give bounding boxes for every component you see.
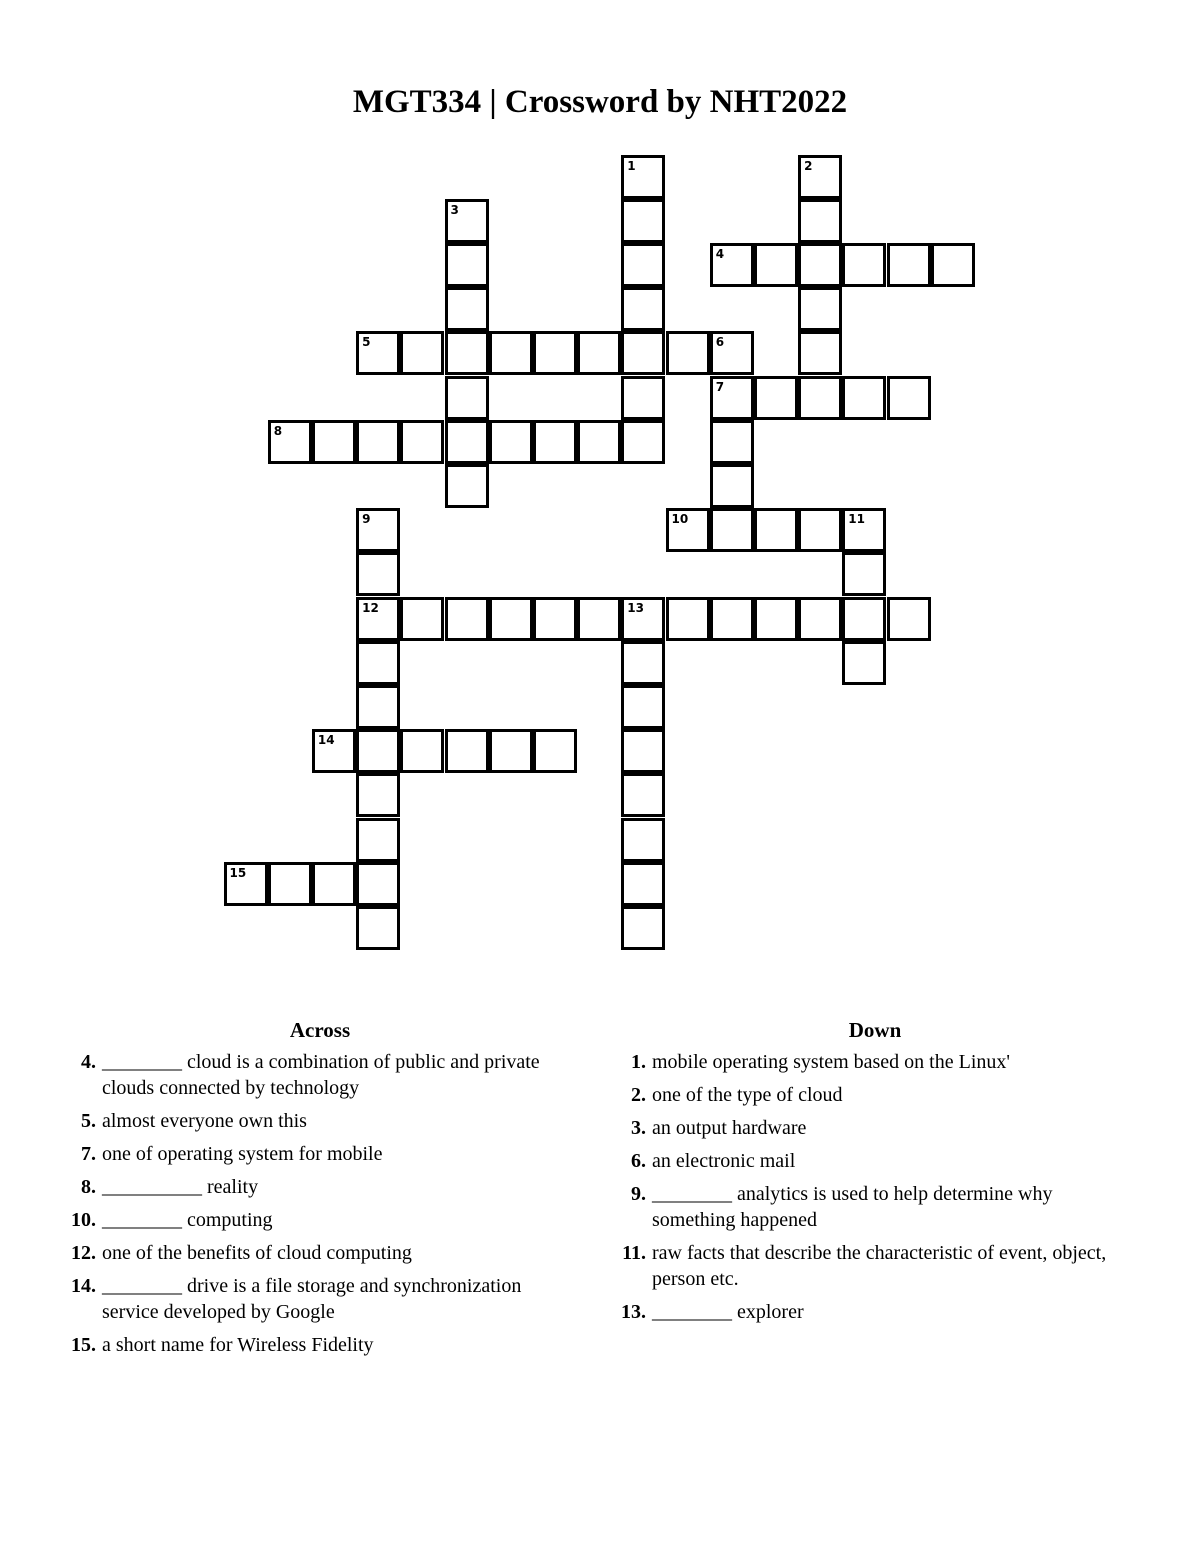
grid-cell[interactable] (754, 376, 798, 420)
clue-text: ________ drive is a file storage and synchronization service developed by Google (102, 1275, 522, 1323)
grid-cell[interactable] (887, 243, 931, 287)
cell-number: 2 (804, 158, 813, 173)
cell-number: 1 (627, 158, 636, 173)
grid-cell[interactable] (798, 331, 842, 375)
grid-cell[interactable] (754, 508, 798, 552)
grid-cell[interactable] (621, 376, 665, 420)
clue-number: 2. (631, 1084, 646, 1106)
clue-text: raw facts that describe the characteristic of event, object, person etc. (652, 1242, 1107, 1290)
grid-cell[interactable] (710, 376, 754, 420)
grid-cell[interactable] (621, 155, 665, 199)
clue-number: 9. (631, 1183, 646, 1205)
down-heading: Down (848, 1018, 902, 1042)
grid-cell[interactable] (798, 376, 842, 420)
clue-text: __________ reality (102, 1176, 259, 1198)
grid-cell[interactable] (621, 641, 665, 685)
grid-cell[interactable] (356, 773, 400, 817)
grid-cell[interactable] (356, 508, 400, 552)
grid-cell[interactable] (489, 729, 533, 773)
cell-number: 9 (362, 512, 371, 527)
cell-number: 5 (362, 335, 371, 350)
grid-cell[interactable] (710, 420, 754, 464)
down-clue (610, 1115, 1140, 1141)
grid-cell[interactable] (754, 597, 798, 641)
grid-cell[interactable] (356, 818, 400, 862)
grid-cell[interactable] (533, 729, 577, 773)
grid-cell[interactable] (621, 597, 665, 641)
grid-cell[interactable] (666, 508, 710, 552)
cell-number: 7 (715, 379, 725, 394)
grid-cell[interactable] (798, 199, 842, 243)
grid-cell[interactable] (931, 243, 975, 287)
grid-cell[interactable] (489, 331, 533, 375)
cell-number: 11 (848, 512, 865, 527)
grid-cell[interactable] (356, 685, 400, 729)
clue-number: 10. (71, 1209, 96, 1231)
grid-cell[interactable] (621, 862, 665, 906)
grid-cell[interactable] (621, 729, 665, 773)
clue-text: one of the benefits of cloud computing (102, 1242, 412, 1264)
cell-number: 14 (317, 733, 335, 748)
grid-cell[interactable] (621, 685, 665, 729)
clue-text: one of the type of cloud (652, 1084, 843, 1106)
grid-cell[interactable] (356, 641, 400, 685)
down-clue (610, 1082, 1140, 1108)
down-clues (610, 1018, 1140, 1332)
grid-cell[interactable] (754, 243, 798, 287)
clue-number: 7. (81, 1143, 96, 1165)
clue-number: 3. (631, 1117, 646, 1139)
cell-number: 4 (715, 246, 725, 261)
down-clue (610, 1240, 1140, 1292)
grid-cell[interactable] (710, 597, 754, 641)
grid-cell[interactable] (621, 199, 665, 243)
grid-cell[interactable] (268, 420, 312, 464)
cell-number: 6 (715, 335, 725, 350)
grid-cell[interactable] (710, 243, 754, 287)
grid-cell[interactable] (621, 331, 665, 375)
grid-cell[interactable] (489, 597, 533, 641)
grid-cell[interactable] (356, 862, 400, 906)
clue-text: mobile operating system based on the Linux' (652, 1051, 1010, 1073)
grid-cell[interactable] (400, 597, 444, 641)
grid-cell[interactable] (621, 773, 665, 817)
grid-cell[interactable] (533, 597, 577, 641)
cell-number: 3 (450, 202, 459, 217)
grid-cell[interactable] (445, 420, 489, 464)
grid-cell[interactable] (445, 331, 489, 375)
grid-cell[interactable] (621, 818, 665, 862)
across-clue (60, 1108, 580, 1134)
grid-cell[interactable] (887, 376, 931, 420)
across-clue (60, 1207, 580, 1233)
grid-cell[interactable] (710, 331, 754, 375)
cell-number: 8 (273, 423, 283, 438)
across-clue (60, 1273, 580, 1325)
grid-cell[interactable] (621, 287, 665, 331)
grid-cell[interactable] (445, 597, 489, 641)
clue-text: ________ analytics is used to help determine why something happened (652, 1183, 1053, 1231)
clue-text: almost everyone own this (102, 1110, 307, 1132)
grid-cell[interactable] (445, 729, 489, 773)
grid-cell[interactable] (356, 420, 400, 464)
grid-cell[interactable] (445, 199, 489, 243)
clue-text: ________ cloud is a combination of public and private clouds connected by technology (102, 1051, 540, 1099)
grid-cell[interactable] (798, 597, 842, 641)
grid-cell[interactable] (533, 331, 577, 375)
grid-cell[interactable] (356, 729, 400, 773)
clue-text: an electronic mail (652, 1150, 796, 1172)
grid-cell[interactable] (842, 243, 886, 287)
grid-cell[interactable] (666, 331, 710, 375)
grid-cell[interactable] (577, 420, 621, 464)
cell-number: 12 (362, 600, 379, 615)
clue-number: 11. (622, 1242, 646, 1264)
down-clue (610, 1299, 1140, 1325)
cell-number: 10 (671, 512, 689, 527)
grid-cell[interactable] (356, 597, 400, 641)
clue-text: one of operating system for mobile (102, 1143, 383, 1165)
grid-cell[interactable] (621, 243, 665, 287)
grid-cell[interactable] (312, 729, 356, 773)
grid-cell[interactable] (798, 287, 842, 331)
clue-text: ________ computing (102, 1209, 273, 1231)
across-clues (60, 1018, 580, 1365)
down-clue (610, 1181, 1140, 1233)
cell-number: 15 (229, 865, 247, 880)
page-title: MGT334 | Crossword by NHT2022 (352, 84, 848, 120)
grid-cell[interactable] (445, 243, 489, 287)
across-clue (60, 1240, 580, 1266)
grid-cell[interactable] (268, 862, 312, 906)
across-clue (60, 1174, 580, 1200)
grid-cell[interactable] (489, 420, 533, 464)
grid-cell[interactable] (887, 597, 931, 641)
across-clue (60, 1141, 580, 1167)
grid-cell[interactable] (666, 597, 710, 641)
clue-number: 12. (71, 1242, 96, 1264)
across-clue (60, 1332, 580, 1358)
down-clue-list (610, 1049, 1140, 1325)
grid-cell[interactable] (798, 155, 842, 199)
grid-cell[interactable] (400, 729, 444, 773)
grid-cell[interactable] (621, 420, 665, 464)
grid-cell[interactable] (356, 331, 400, 375)
clue-text: a short name for Wireless Fidelity (102, 1334, 374, 1356)
grid-cell[interactable] (445, 464, 489, 508)
grid-cell[interactable] (798, 508, 842, 552)
across-clue (60, 1049, 580, 1101)
grid-cell[interactable] (842, 597, 886, 641)
grid-cell[interactable] (445, 376, 489, 420)
grid-cell[interactable] (577, 331, 621, 375)
clue-number: 15. (71, 1334, 96, 1356)
down-clue (610, 1049, 1140, 1075)
clue-number: 5. (81, 1110, 96, 1132)
grid-cell[interactable] (445, 287, 489, 331)
across-clue-list (60, 1049, 580, 1358)
grid-cell[interactable] (533, 420, 577, 464)
grid-cell[interactable] (842, 508, 886, 552)
clue-number: 8. (81, 1176, 96, 1198)
clue-number: 13. (621, 1301, 646, 1323)
clue-text: an output hardware (652, 1117, 807, 1139)
grid-cell[interactable] (312, 420, 356, 464)
clue-text: ________ explorer (652, 1301, 804, 1323)
clue-number: 6. (631, 1150, 646, 1172)
grid-cell[interactable] (224, 862, 268, 906)
grid-cell[interactable] (356, 552, 400, 596)
grid-cell[interactable] (710, 508, 754, 552)
across-heading: Across (289, 1018, 351, 1042)
grid-cell[interactable] (710, 464, 754, 508)
cell-number: 13 (627, 600, 644, 615)
grid-cell[interactable] (577, 597, 621, 641)
grid-cell[interactable] (798, 243, 842, 287)
down-clue (610, 1148, 1140, 1174)
grid-cell[interactable] (842, 376, 886, 420)
grid-cell[interactable] (842, 552, 886, 596)
grid-cell[interactable] (400, 331, 444, 375)
grid-cell[interactable] (312, 862, 356, 906)
clue-number: 14. (71, 1275, 96, 1297)
grid-cell[interactable] (842, 641, 886, 685)
clue-number: 1. (631, 1051, 646, 1073)
clue-number: 4. (81, 1051, 96, 1073)
grid-cell[interactable] (356, 906, 400, 950)
grid-cell[interactable] (400, 420, 444, 464)
grid-cell[interactable] (621, 906, 665, 950)
